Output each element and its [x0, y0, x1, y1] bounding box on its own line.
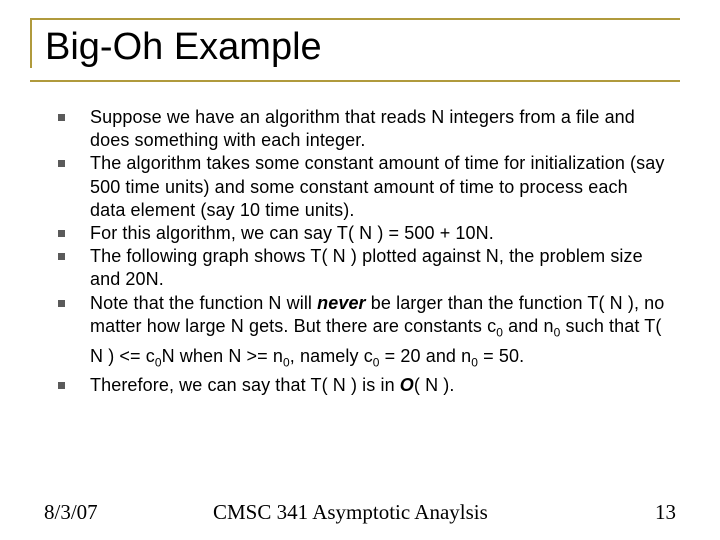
text-segment: ( N ). [413, 375, 455, 396]
text-segment: such that T( N ) <= c [90, 315, 662, 366]
title-underline [30, 80, 680, 82]
bullet-item-1 [58, 106, 668, 152]
square-bullet-icon [58, 382, 65, 389]
footer-course-title: CMSC 341 Asymptotic Anaylsis [213, 500, 488, 524]
bullet-text: The following graph shows T( N ) plotted against N, the problem size and 20N. [90, 246, 643, 290]
page-number: 13 [655, 500, 676, 524]
text-segment: N when N >= n [161, 345, 283, 366]
subscript: 0 [553, 325, 561, 340]
bullet-item-4 [58, 245, 668, 291]
subscript: 0 [154, 355, 162, 370]
bullet-item-3 [58, 222, 668, 245]
bullet-item-2 [58, 152, 668, 222]
square-bullet-icon [58, 253, 65, 260]
subscript: 0 [471, 355, 479, 370]
bullet-text [90, 292, 665, 370]
text-segment: be larger than the function T( N ), no matter how large N gets. But there are constants c [90, 292, 665, 336]
footer-date: 8/3/07 [44, 500, 98, 524]
text-segment: = 50. [478, 345, 525, 366]
square-bullet-icon [58, 114, 65, 121]
slide-title: Big-Oh Example [45, 26, 322, 68]
subscript: 0 [372, 355, 380, 370]
bullet-text: For this algorithm, we can say T( N ) = 500 + 10N. [90, 223, 494, 244]
text-segment: and n [502, 315, 554, 336]
text-segment: , namely c [289, 345, 373, 366]
bullet-text: Suppose we have an algorithm that reads N integers from a file and does something with each integer. [90, 107, 635, 151]
title-frame-top-line [30, 18, 680, 20]
square-bullet-icon [58, 230, 65, 237]
bullet-item-6 [58, 374, 668, 397]
bullet-list [58, 106, 668, 398]
title-frame-left-line [30, 18, 32, 68]
bullet-text [90, 375, 454, 395]
text-segment: = 20 and n [379, 345, 472, 366]
bullet-text: The algorithm takes some constant amount of time for initialization (say 500 time units) and some constant amount of time to process each data element (say 10 time units). [90, 153, 665, 220]
bullet-item-5 [58, 292, 668, 375]
text-segment: Therefore, we can say that T( N ) is in [90, 375, 400, 396]
big-o-symbol: O [399, 375, 414, 396]
subscript: 0 [282, 355, 290, 370]
square-bullet-icon [58, 300, 65, 307]
emphasis-never: never [317, 292, 366, 313]
text-segment: Note that the function N will [90, 292, 318, 313]
square-bullet-icon [58, 160, 65, 167]
subscript: 0 [496, 325, 503, 340]
